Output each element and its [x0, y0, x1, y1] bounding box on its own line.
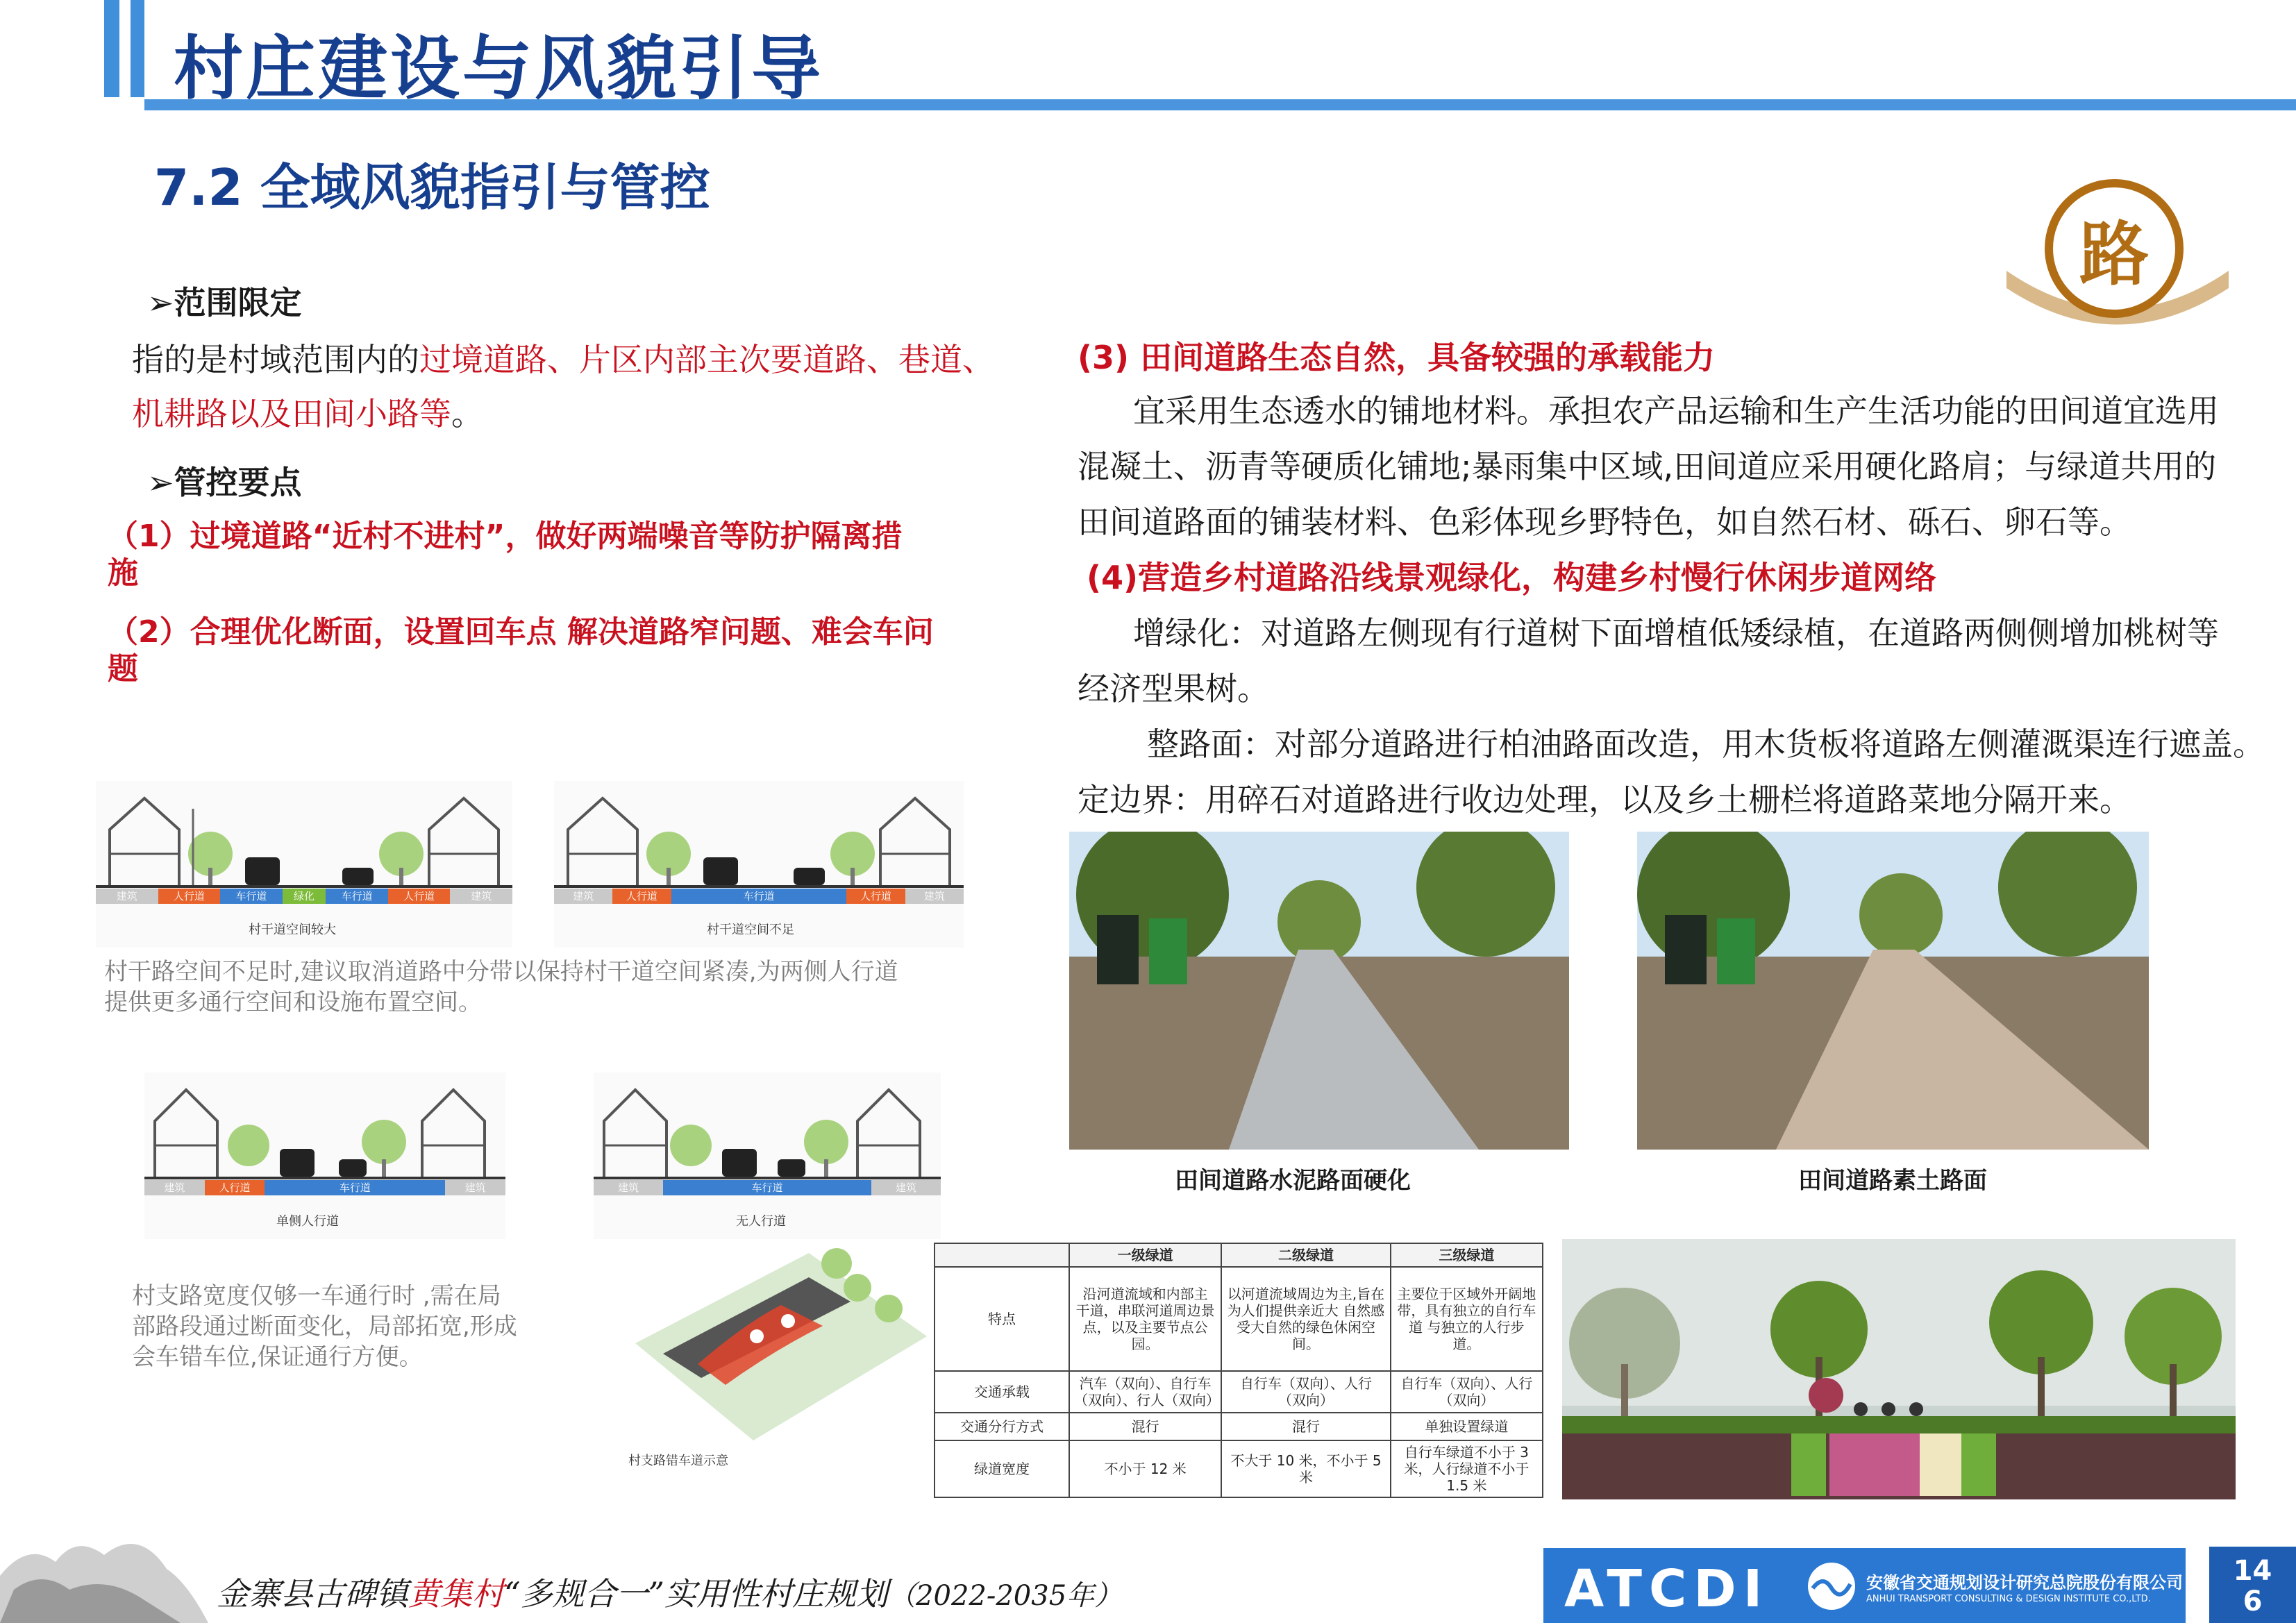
company-name-cn: 安徽省交通规划设计研究总院股份有限公司: [1866, 1573, 2183, 1592]
label-building: 建筑: [871, 1180, 941, 1195]
passing-bay-diagram: [621, 1239, 941, 1468]
table-cell: 混行: [1221, 1413, 1390, 1440]
scope-highlight: 过境道路、片区内部主次要道路、巷道、: [419, 341, 994, 378]
scope-paragraph-line2: [132, 393, 483, 435]
page-number: 14: [2233, 1555, 2272, 1587]
control-heading: ➢管控要点: [147, 464, 302, 501]
badge-char: 路: [2079, 214, 2149, 295]
passing-bay-caption: 村支路错车道示意: [628, 1454, 728, 1468]
table-cell: 汽车（双向）、自行车（双向）、行人（双向）: [1069, 1371, 1221, 1413]
photo-image: [1069, 832, 1569, 1150]
header-accent-bar: [104, 0, 119, 97]
photo-concrete-road: [1069, 832, 1569, 1150]
page-title: 村庄建设与风貌引导: [174, 28, 823, 109]
section-caption: 村干道空间较大: [249, 923, 336, 937]
company-logo-text: ATCDI: [1564, 1559, 1770, 1619]
item4-text: 增绿化：对道路左侧现有行道树下面增植低矮绿植，在道路两侧侧增加桃树等: [1133, 614, 2219, 652]
item4-heading: (4)营造乡村道路沿线景观绿化，构建乡村慢行休闲步道网络: [1087, 559, 1937, 596]
table-row-label: 绿道宽度: [935, 1440, 1069, 1497]
item4-text: 经济型果树。: [1078, 670, 1269, 707]
label-building: 建筑: [594, 1180, 663, 1195]
scope-heading: ➢范围限定: [147, 284, 302, 321]
section-label-strip: [144, 1180, 505, 1195]
road-section-drawing: [594, 1073, 941, 1184]
table-row-label: 交通承载: [935, 1371, 1069, 1413]
page-number-box: [2209, 1547, 2296, 1623]
page-number: 6: [2243, 1586, 2263, 1617]
table-row-label: 特点: [935, 1267, 1069, 1371]
section-caption: 村干道空间不足: [707, 923, 794, 937]
item4-text: 定边界：用碎石对道路进行收边处理，以及乡土栅栏将道路菜地分隔开来。: [1078, 781, 2131, 818]
section-label-strip: [96, 889, 512, 904]
road-section-drawing: [554, 781, 964, 892]
footer-title-highlight: 黄集村: [408, 1575, 504, 1613]
section-caption: 单侧人行道: [276, 1214, 339, 1229]
table-cell: 主要位于区域外开阔地带，具有独立的自行车道 与独立的人行步道。: [1391, 1267, 1543, 1371]
item4-text: 整路面：对部分道路进行柏油路面改造，用木货板将道路左侧灌溉渠连行遮盖。: [1147, 725, 2265, 763]
label-sidewalk: 人行道: [846, 889, 905, 904]
table-cell: 单独设置绿道: [1391, 1413, 1543, 1440]
table-header-cell: 三级绿道: [1391, 1243, 1543, 1267]
table-cell: 不小于 12 米: [1069, 1440, 1221, 1497]
label-carriageway: 车行道: [326, 889, 388, 904]
label-building: 建筑: [144, 1180, 205, 1195]
passing-note: 会车错车位,保证通行方便。: [132, 1343, 423, 1371]
label-sidewalk: 人行道: [612, 889, 671, 904]
passing-note: 村支路宽度仅够一车通行时 ,需在局: [132, 1282, 501, 1310]
road-section-single-sidewalk: [144, 1073, 505, 1239]
table-cell: 不大于 10 米，不小于 5 米: [1221, 1440, 1390, 1497]
footer-title-part: 金寨县古碑镇: [217, 1575, 408, 1613]
passing-note: 部路段通过断面变化，局部拓宽,形成: [132, 1313, 517, 1340]
table-cell: 以河道流域周边为主,旨在为人们提供亲近大 自然感受大自然的绿色休闲空间。: [1221, 1267, 1390, 1371]
road-section-drawing: [144, 1073, 505, 1184]
footer-years: （2022-2035年）: [888, 1580, 1123, 1612]
photo-caption: 田间道路水泥路面硬化: [1175, 1167, 1411, 1195]
road-badge-icon: [2045, 179, 2184, 318]
label-building: 建筑: [554, 889, 612, 904]
label-carriageway: 车行道: [663, 1180, 871, 1195]
control-point-2-cont: 题: [108, 651, 138, 687]
label-building: 建筑: [96, 889, 158, 904]
table-row-label: 交通分行方式: [935, 1413, 1069, 1440]
table-cell: 沿河道流域和内部主 干道，串联河道周边景点，以及主要节点公园。: [1069, 1267, 1221, 1371]
label-building: 建筑: [905, 889, 964, 904]
company-logo-banner: [1543, 1548, 2186, 1623]
section-subtitle: 7.2 全域风貌指引与管控: [154, 158, 710, 217]
company-emblem-icon: [1806, 1561, 1857, 1612]
section-label-strip: [594, 1180, 941, 1195]
label-sidewalk: 人行道: [388, 889, 451, 904]
item3-heading: (3) 田间道路生态自然，具备较强的承载能力: [1078, 339, 1716, 376]
item3-text: 宜采用生态透水的铺地材料。承担农产品运输和生产生活功能的田间道宜选用: [1133, 392, 2219, 430]
photo-image: [1637, 832, 2149, 1150]
road-section-drawing: [96, 781, 512, 892]
label-building: 建筑: [445, 1180, 505, 1195]
label-green: 绿化: [283, 889, 326, 904]
greenway-table: [934, 1243, 1543, 1498]
road-section-narrow: [554, 781, 964, 948]
greenway-grade-table: [934, 1243, 1543, 1498]
label-carriageway: 车行道: [265, 1180, 445, 1195]
table-cell: 自行车绿道不小于 3 米，人行绿道不小于 1.5 米: [1391, 1440, 1543, 1497]
table-cell: 自行车（双向）、人行（双向）: [1391, 1371, 1543, 1413]
section-note: 村干路空间不足时,建议取消道路中分带以保持村干道空间紧凑,为两侧人行道: [104, 958, 898, 986]
footer-title-part: “多规合一”实用性村庄规划: [504, 1575, 889, 1613]
road-section-wide: [96, 781, 512, 948]
scope-text: 指的是村域范围内的: [132, 341, 419, 378]
photo-caption: 田间道路素土路面: [1798, 1167, 1987, 1195]
photo-earth-road: [1637, 832, 2149, 1150]
scope-paragraph: [132, 339, 994, 380]
section-label-strip: [554, 889, 964, 904]
label-carriageway: 车行道: [671, 889, 847, 904]
table-cell: 混行: [1069, 1413, 1221, 1440]
scope-highlight: 机耕路以及田间小路等: [132, 395, 451, 432]
label-building: 建筑: [450, 889, 512, 904]
ink-landscape-decoration: [0, 1513, 208, 1623]
label-carriageway: 车行道: [220, 889, 283, 904]
table-header-cell: 一级绿道: [1069, 1243, 1221, 1267]
label-sidewalk: 人行道: [205, 1180, 265, 1195]
control-point-1: （1）过境道路“近村不进村”，做好两端噪音等防护隔离措: [108, 519, 903, 554]
footer-title: [217, 1569, 1122, 1615]
section-caption: 无人行道: [736, 1214, 786, 1229]
section-note: 提供更多通行空间和设施布置空间。: [104, 989, 482, 1016]
item3-text: 混凝土、沥青等硬质化铺地;暴雨集中区域,田间道应采用硬化路肩；与绿道共用的: [1078, 448, 2217, 485]
table-cell: 自行车（双向）、人行（双向）: [1221, 1371, 1390, 1413]
company-name-en: ANHUI TRANSPORT CONSULTING & DESIGN INSTITUTE CO.,LTD.: [1866, 1594, 2151, 1604]
greenway-section-illustration: [1562, 1239, 2236, 1499]
scope-text: 。: [451, 395, 483, 432]
road-section-no-sidewalk: [594, 1073, 941, 1239]
control-point-2: （2）合理优化断面，设置回车点 解决道路窄问题、难会车问: [108, 614, 934, 650]
illustration-image: [1562, 1239, 2236, 1499]
table-header-cell: [935, 1243, 1069, 1267]
item3-text: 田间道路面的铺装材料、色彩体现乡野特色，如自然石材、砾石、卵石等。: [1078, 503, 2131, 541]
table-header-cell: 二级绿道: [1221, 1243, 1390, 1267]
control-point-1-cont: 施: [108, 555, 138, 591]
header-accent-bar: [131, 0, 144, 97]
label-sidewalk: 人行道: [158, 889, 221, 904]
